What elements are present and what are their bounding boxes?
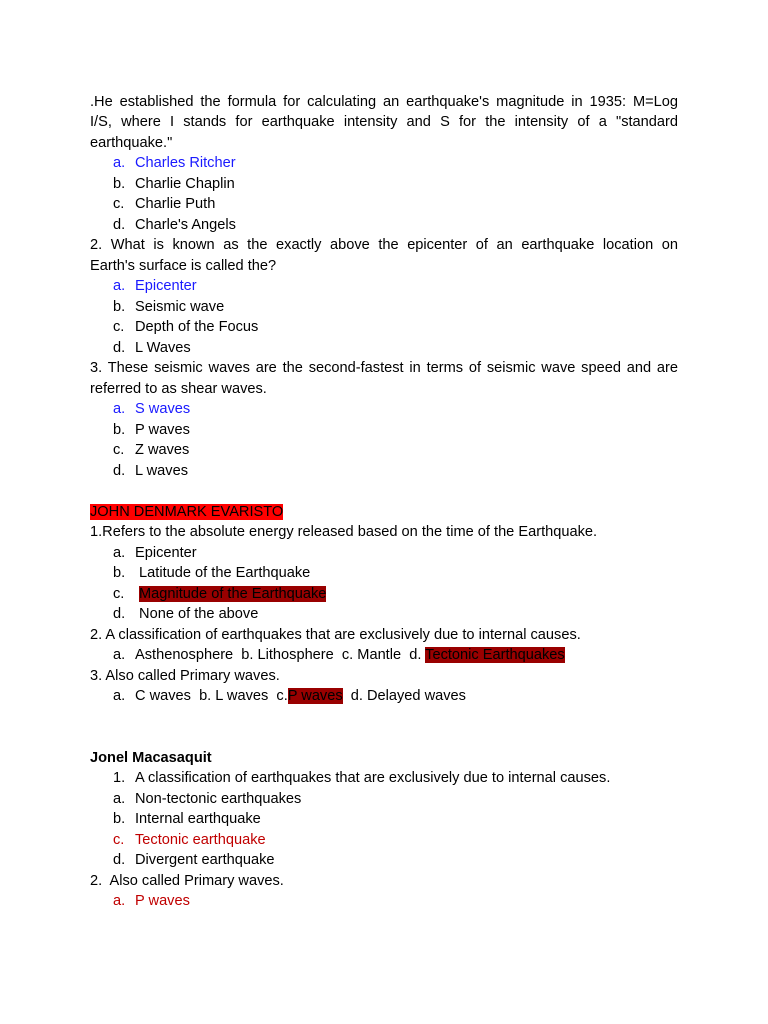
- option-text: Charlie Chaplin: [135, 176, 235, 192]
- question-text: 3. Also called Primary waves.: [90, 668, 280, 684]
- answer-option-correct: [113, 399, 190, 420]
- option-letter: d.: [113, 852, 126, 868]
- question-text: 2. What is known as the exactly above the epicenter of an earthquake location on: [90, 237, 678, 253]
- question-body: A classification of earthquakes that are exclusively due to internal causes.: [135, 770, 611, 786]
- option-text: P waves: [135, 422, 190, 438]
- option-text: Charle's Angels: [135, 217, 236, 233]
- question-text: 2. A classification of earthquakes that are exclusively due to internal causes.: [90, 627, 581, 643]
- option-text: Charlie Puth: [135, 196, 216, 212]
- option-letter: a.: [113, 647, 126, 663]
- question-text: earthquake.": [90, 135, 173, 151]
- option-letter: a.: [113, 155, 126, 171]
- answer-option: [113, 338, 191, 359]
- option-letter: c.: [113, 586, 125, 602]
- answer-option: [113, 563, 310, 584]
- option-text: Z waves: [135, 442, 190, 458]
- question-text: 1.Refers to the absolute energy released based on the time of the Earthquake.: [90, 524, 598, 540]
- answer-option-correct: [113, 153, 236, 174]
- option-letter: a.: [113, 893, 126, 909]
- answer-option: [113, 215, 236, 236]
- option-text: Asthenosphere b. Lithosphere c. Mantle d.: [135, 647, 426, 663]
- option-text: Internal earthquake: [135, 811, 261, 827]
- option-text: Latitude of the Earthquake: [135, 565, 311, 581]
- answer-option-correct: [113, 276, 197, 297]
- option-text-highlighted: Magnitude of the Earthquake: [139, 586, 327, 602]
- option-letter: c.: [113, 319, 125, 335]
- question-text: referred to as shear waves.: [90, 381, 267, 397]
- answer-option: [113, 809, 261, 830]
- option-text: Tectonic earthquake: [135, 832, 266, 848]
- option-letter: c.: [113, 442, 125, 458]
- answer-option-correct: [113, 891, 190, 912]
- question-text: I/S, where I stands for earthquake intensity and S for the intensity of a "standard: [90, 114, 678, 130]
- option-letter: a.: [113, 791, 126, 807]
- answer-option: [113, 604, 258, 625]
- question-number: 1.: [113, 770, 126, 786]
- answer-option: [113, 543, 197, 564]
- option-letter: d.: [113, 463, 126, 479]
- option-letter: d.: [113, 606, 126, 622]
- answer-option: [113, 440, 189, 461]
- option-text: L waves: [135, 463, 188, 479]
- option-letter: b.: [113, 565, 126, 581]
- option-text: Seismic wave: [135, 299, 225, 315]
- option-letter: c.: [113, 832, 125, 848]
- answer-option: [113, 789, 301, 810]
- option-text: Epicenter: [135, 545, 197, 561]
- option-text: None of the above: [135, 606, 259, 622]
- option-letter: b.: [113, 811, 126, 827]
- option-letter: b.: [113, 176, 126, 192]
- option-text: Non-tectonic earthquakes: [135, 791, 302, 807]
- option-text: P waves: [135, 893, 190, 909]
- option-letter: a.: [113, 688, 126, 704]
- option-text: Charles Ritcher: [135, 155, 236, 171]
- answer-options-inline: [113, 686, 466, 707]
- question-text: [113, 768, 610, 789]
- option-text: Epicenter: [135, 278, 197, 294]
- option-letter: d.: [113, 217, 126, 233]
- option-text: Depth of the Focus: [135, 319, 259, 335]
- option-letter: a.: [113, 545, 126, 561]
- option-letter: a.: [113, 278, 126, 294]
- answer-option: [113, 174, 235, 195]
- author-name: JOHN DENMARK EVARISTO: [90, 504, 284, 520]
- answer-option: [113, 461, 188, 482]
- option-text: L Waves: [135, 340, 191, 356]
- answer-option: [113, 317, 258, 338]
- option-text: Divergent earthquake: [135, 852, 275, 868]
- option-text-highlighted: P waves: [287, 688, 343, 704]
- answer-options-inline: [113, 645, 565, 666]
- author-name: Jonel Macasaquit: [90, 750, 212, 766]
- option-letter: b.: [113, 299, 126, 315]
- question-text: Earth's surface is called the?: [90, 258, 277, 274]
- answer-option: [113, 420, 190, 441]
- question-text: 3. These seismic waves are the second-fastest in terms of seismic wave speed and are: [90, 360, 678, 376]
- option-text-highlighted: Tectonic Earthquakes: [425, 647, 565, 663]
- option-letter: a.: [113, 401, 126, 417]
- answer-option: [113, 297, 224, 318]
- answer-option: [113, 194, 215, 215]
- question-text: 2. Also called Primary waves.: [90, 873, 284, 889]
- answer-option-correct: [113, 830, 266, 851]
- option-letter: d.: [113, 340, 126, 356]
- option-text: d. Delayed waves: [342, 688, 466, 704]
- option-text: S waves: [135, 401, 191, 417]
- option-letter: b.: [113, 422, 126, 438]
- question-text: .He established the formula for calculating an earthquake's magnitude in 1935: M=Log: [90, 94, 678, 110]
- author-heading: [90, 502, 678, 523]
- answer-option: [113, 850, 275, 871]
- option-letter: c.: [113, 196, 125, 212]
- option-text: C waves b. L waves c.: [135, 688, 288, 704]
- answer-option-correct: [113, 584, 326, 605]
